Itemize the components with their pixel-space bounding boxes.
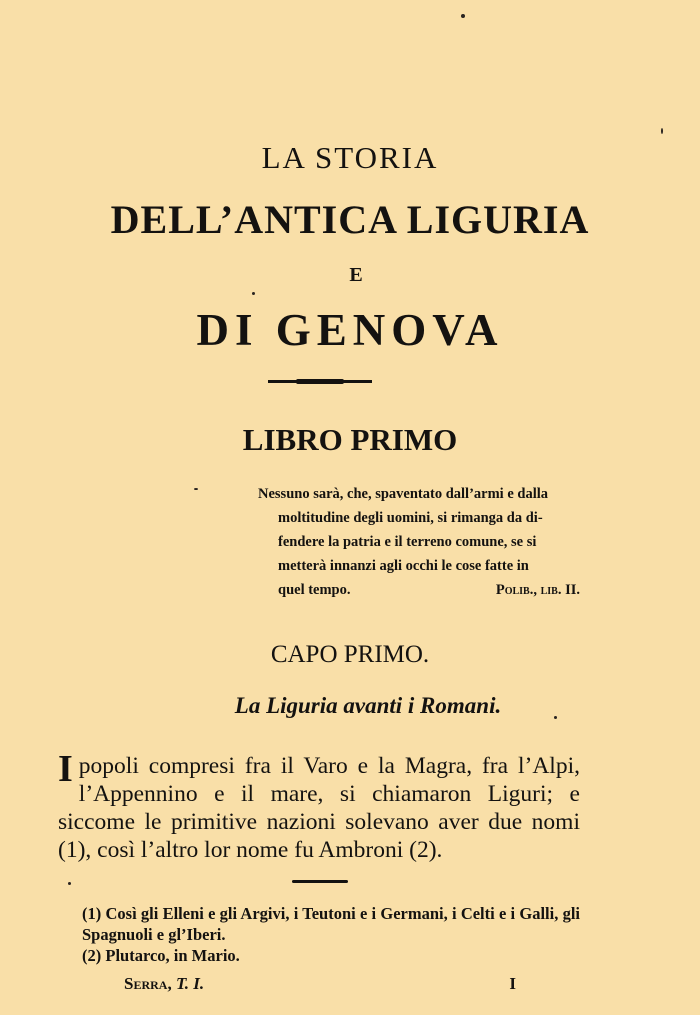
- title-conjunction: E: [349, 264, 363, 286]
- title-line-3: DI GENOVA: [196, 305, 504, 355]
- chapter-subtitle: La Liguria avanti i Romani.: [234, 693, 502, 718]
- ink-speck: [68, 882, 71, 885]
- epigraph-line: quel tempo.: [278, 582, 351, 598]
- title-line-2: DELL’ANTICA LIGURIA: [110, 197, 590, 242]
- ink-speck: [461, 14, 465, 18]
- ornamental-rule: [268, 380, 372, 383]
- page-footer: [124, 974, 516, 994]
- footnotes: [60, 903, 580, 966]
- footer-signature: I: [509, 974, 516, 993]
- epigraph-last-line: [258, 578, 580, 602]
- footnote: (2) Plutarco, in Mario.: [82, 946, 240, 965]
- drop-cap: I: [58, 748, 73, 790]
- body-text: popoli compresi fra il Varo e la Magra, fra l’Alpi, l’Appennino e il mare, si chiamaron Liguri; e siccome le primitive nazioni solevano aver due nomi (1), così l’altro lor nome fu Ambroni (2).: [58, 753, 580, 863]
- ink-speck: [194, 488, 198, 490]
- footnote: (1) Così gli Elleni e gli Argivi, i Teutoni e i Germani, i Celti e i Galli, gli Spagnuoli e gl’Iberi.: [82, 904, 580, 944]
- epigraph-line: fendere la patria e il terreno comune, se si: [278, 534, 537, 550]
- footer-author: Serra,: [124, 974, 172, 993]
- ink-speck: [252, 292, 255, 295]
- separator-rule: [292, 880, 348, 883]
- epigraph-line: moltitudine degli uomini, si rimanga da di-: [278, 510, 543, 526]
- title-line-1: LA STORIA: [261, 140, 439, 175]
- body-paragraph: [58, 748, 580, 864]
- epigraph: [258, 482, 580, 602]
- footer-signature-mark: [124, 974, 204, 994]
- chapter-heading: CAPO PRIMO.: [270, 641, 430, 668]
- epigraph-source: Polib., lib. II.: [495, 582, 580, 598]
- epigraph-line: Nessuno sarà, che, spaventato dall’armi e dalla: [258, 486, 548, 502]
- epigraph-line: metterà innanzi agli occhi le cose fatte in: [278, 558, 529, 574]
- ink-speck: [661, 128, 663, 134]
- footer-volume: T. I.: [175, 974, 205, 993]
- book-heading: LIBRO PRIMO: [242, 422, 458, 457]
